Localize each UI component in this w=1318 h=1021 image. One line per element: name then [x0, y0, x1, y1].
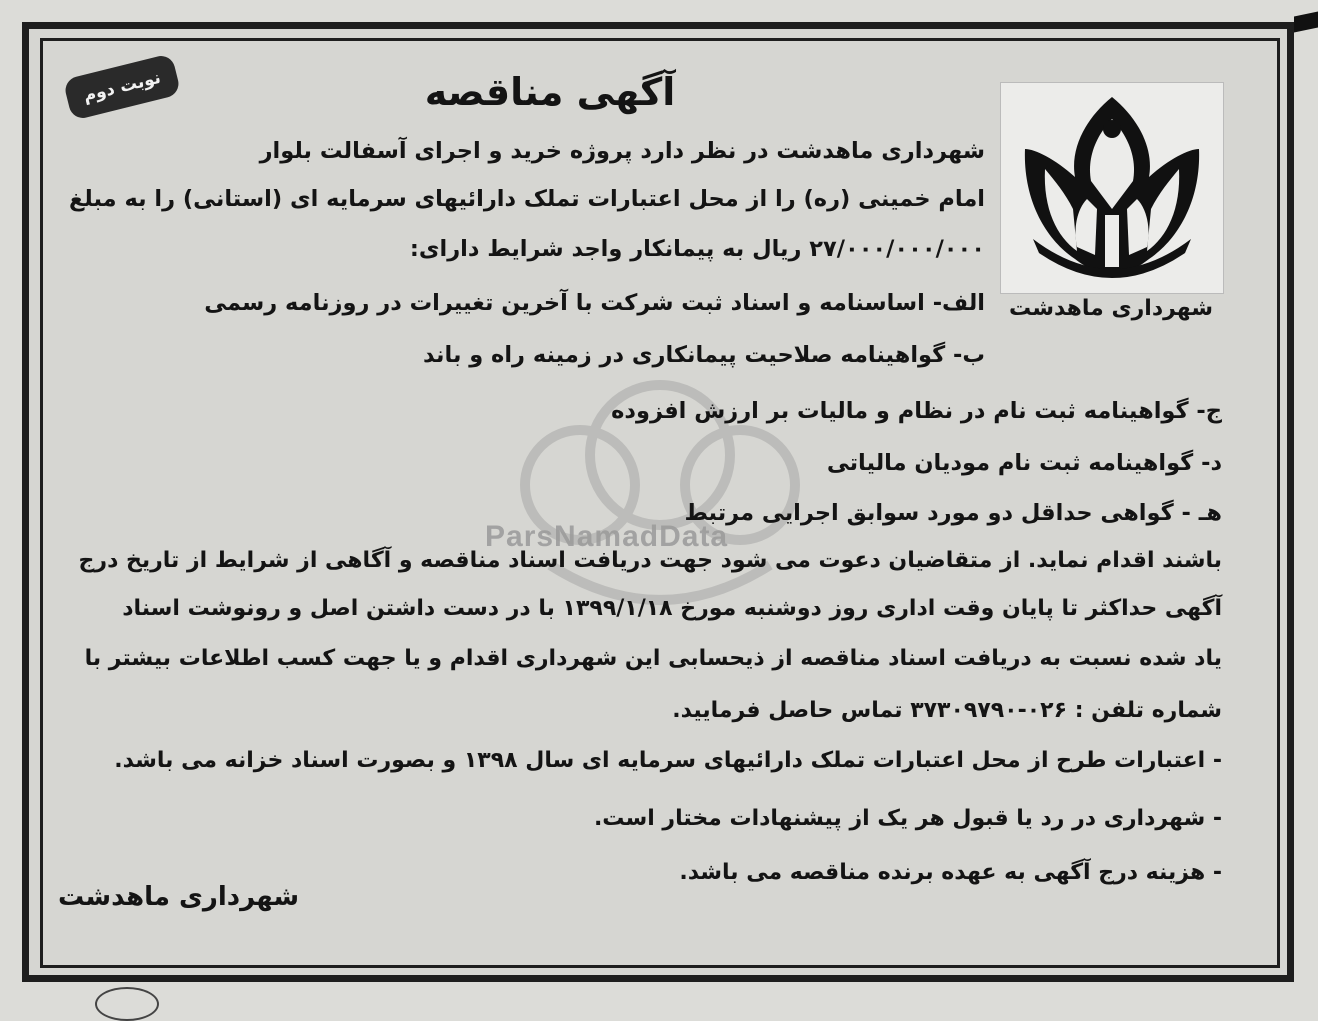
intro-line-1: شهرداری ماهدشت در نظر دارد پروژه خرید و اجرای آسفالت بلوار [259, 138, 985, 164]
condition-alef: الف- اساسنامه و اسناد ثبت شرکت با آخرین تغییرات در روزنامه رسمی [204, 290, 985, 316]
condition-jim: ج- گواهینامه ثبت نام در نظام و مالیات بر ارزش افزوده [611, 398, 1222, 424]
intro-line-3: ۲۷/۰۰۰/۰۰۰/۰۰۰ ریال به پیمانکار واجد شرایط دارای: [409, 236, 985, 262]
signature: شهرداری ماهدشت [58, 882, 300, 912]
condition-be: ب- گواهینامه صلاحیت پیمانکاری در زمینه راه و باند [423, 342, 985, 368]
body-line-1: باشند اقدام نماید. از متقاضیان دعوت می شود جهت دریافت اسناد مناقصه و آگاهی از شرایط از تاریخ درج [78, 548, 1222, 573]
edge-curve [95, 987, 159, 1021]
condition-he: هـ - گواهی حداقل دو مورد سوابق اجرایی مرتبط [684, 500, 1222, 526]
municipality-logo [1000, 82, 1224, 294]
body-line-2: آگهی حداکثر تا پایان وقت اداری روز دوشنبه مورخ ۱۳۹۹/۱/۱۸ با در دست داشتن اصل و رونوشت اسناد [122, 596, 1222, 621]
watermark-text: ParsNamadData [485, 520, 729, 553]
note-rights: - شهرداری در رد یا قبول هر یک از پیشنهادات مختار است. [593, 806, 1222, 831]
body-line-3: یاد شده نسبت به دریافت اسناد مناقصه از ذیحسابی این شهرداری اقدام و یا جهت کسب اطلاعات بیشتر با [84, 646, 1222, 671]
emblem-icon [1015, 89, 1209, 285]
condition-dal: د- گواهینامه ثبت نام مودیان مالیاتی [826, 450, 1222, 476]
body-line-4: شماره تلفن : ۰۲۶-۳۷۳۰۹۷۹۰ تماس حاصل فرمایید. [672, 698, 1222, 723]
logo-caption: شهرداری ماهدشت [1009, 296, 1213, 321]
round-badge: نوبت دوم [63, 53, 182, 121]
corner-mark [1294, 11, 1318, 32]
note-cost: - هزینه درج آگهی به عهده برنده مناقصه می باشد. [679, 860, 1222, 885]
ad-title: آگهی مناقصه [424, 70, 676, 114]
note-credits: - اعتبارات طرح از محل اعتبارات تملک دارائیهای سرمایه ای سال ۱۳۹۸ و بصورت اسناد خزانه می باشد. [114, 748, 1222, 773]
intro-line-2: امام خمینی (ره) را از محل اعتبارات تملک دارائیهای سرمایه ای (استانی) را به مبلغ [68, 186, 985, 212]
